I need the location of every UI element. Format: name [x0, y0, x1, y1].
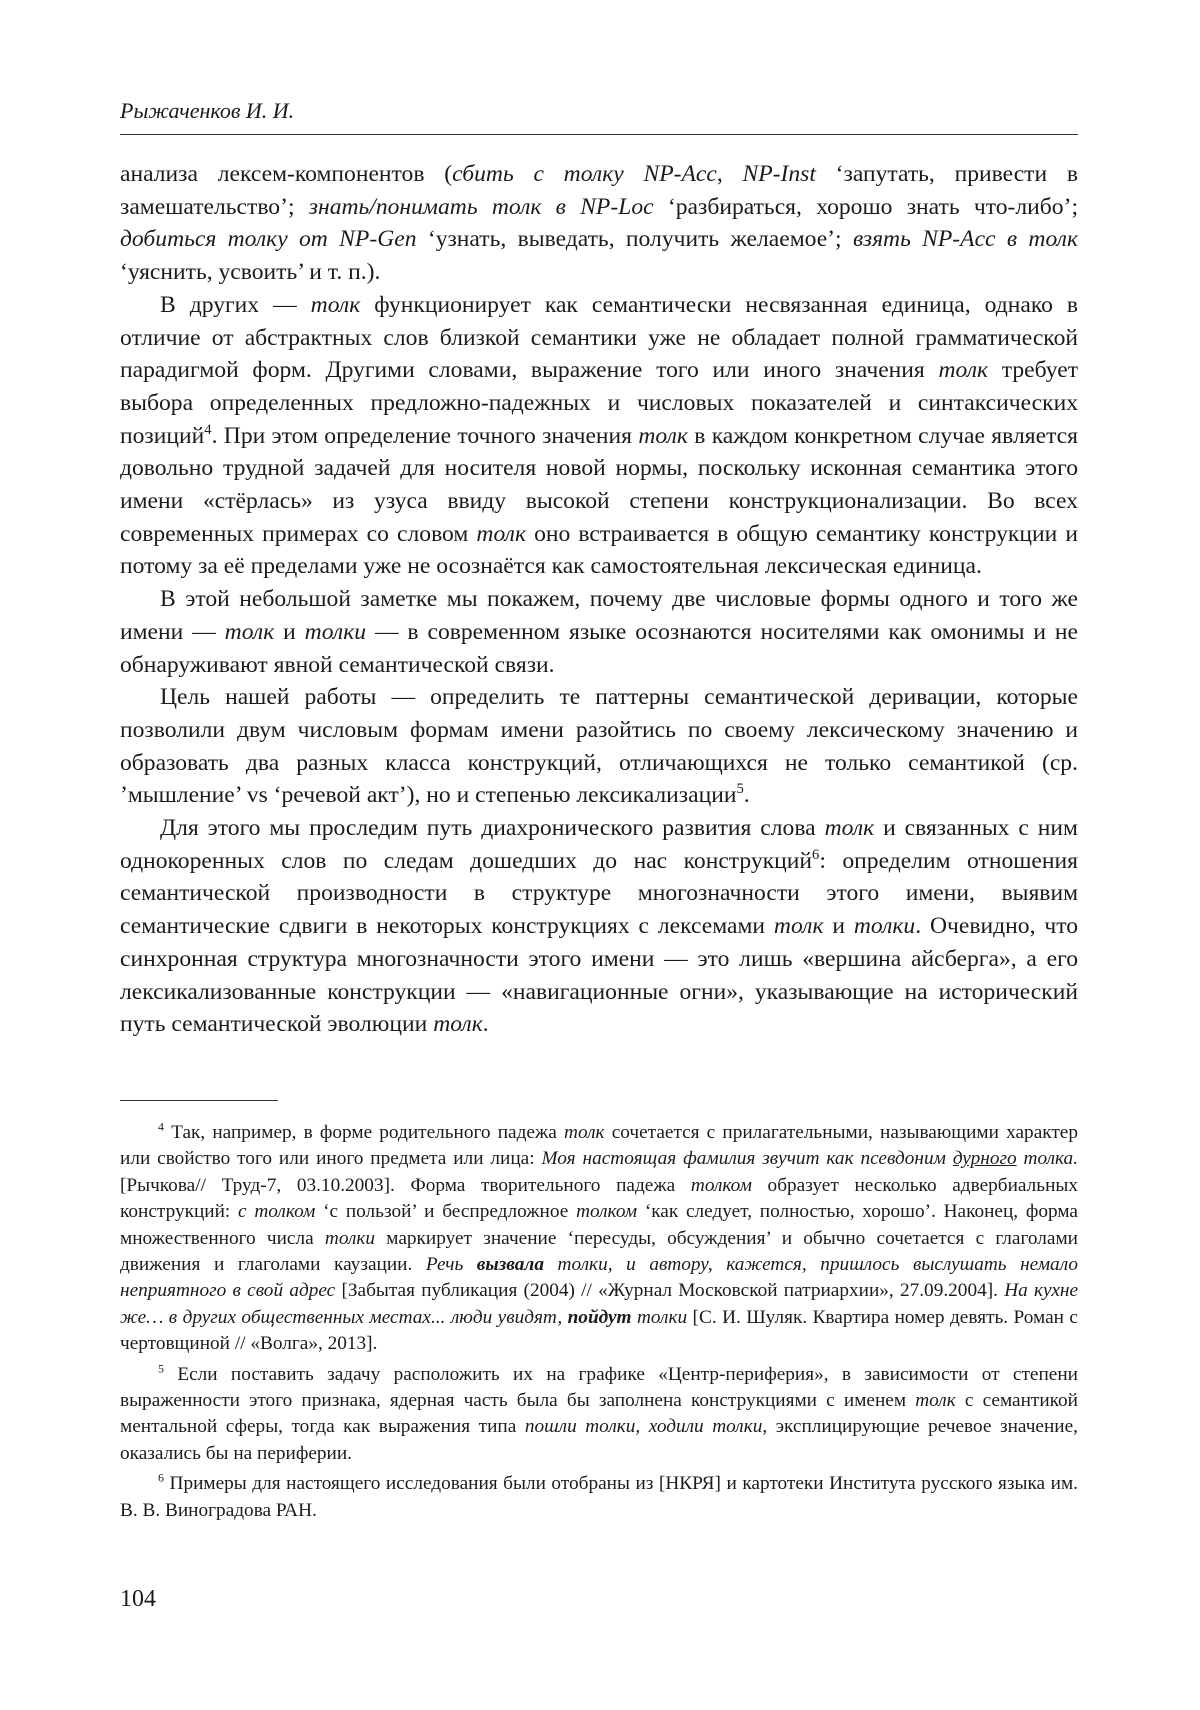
text-run: Речь: [425, 1254, 477, 1276]
text-run: ,: [716, 161, 743, 187]
text-run: , эксплицирующие речевое значение, оказались бы на периферии.: [120, 1416, 1078, 1464]
text-run: [С. И. Шуляк. Квартира номер девять. Роман с чертовщиной // «Волга», 2013].: [120, 1306, 1078, 1355]
text-run: ‘узнать, выведать, получить желаемое’;: [416, 226, 853, 253]
text-run: : определим отношения семантической производности в структуре многозначности этого имени, выявим семантические сдвиги в некоторых конструкциях с лексемами: [120, 847, 1078, 940]
footnotes: [120, 1120, 1078, 1528]
text-run: — в современном языке осознаются носителями как омонимы и не обнаруживают явной семантической связи.: [120, 618, 1078, 678]
text-run: толк: [915, 1390, 956, 1412]
text-run: требует выбора определенных предложно-падежных и числовых показателей и синтаксических позиций: [120, 357, 1079, 449]
text-run: толк: [310, 291, 361, 318]
footnote-rule: [120, 1100, 278, 1101]
text-run: взять NP-Acc в толк: [852, 226, 1078, 253]
text-run: толки, и автору, кажется, пришлось выслушать немало неприятного в свой адрес: [120, 1254, 1078, 1302]
text-run: толком: [690, 1174, 752, 1196]
text-run: Цель нашей работы — определить те паттерны семантической деривации, которые позволили двум числовым формам имени разойтись по своему лексическому значению и образовать два разных класса конструкций, отличающихся не только семантикой (ср. ’мышление’ vs ‘речевой акт’), но и степенью лексикализации: [120, 684, 1078, 809]
text-run: в каждом конкретном случае является довольно трудной задачей для носителя новой нормы, поскольку исконная семантика этого имени «стёрлась» из узуса ввиду высокой степени конструкционализации. Во всех современных примерах со словом: [120, 422, 1078, 547]
text-run: Примеры для настоящего исследования были отобраны из [НКРЯ] и картотеки Института русского языка им. В. В. Виноградова РАН.: [120, 1473, 1078, 1521]
text-run: образует несколько адвербиальных конструкций:: [120, 1174, 1078, 1223]
text-run: толк: [773, 913, 824, 940]
text-run: и связанных с ним однокоренных слов по следам дошедших до нас конструкций: [120, 815, 1078, 874]
text-run: Для этого мы проследим путь диахронического развития слова: [160, 815, 825, 842]
text-run: и: [274, 618, 305, 645]
text-run: ‘запутать, привести в замешательство’;: [120, 161, 1078, 220]
text-run: толком: [576, 1201, 638, 1223]
footnote-marker: 6: [812, 846, 820, 863]
text-run: . При этом определение точного значения: [211, 422, 639, 449]
text-run: пошли толки, ходили толки: [524, 1416, 763, 1438]
text-run: добиться толку от NP-Gen: [120, 226, 417, 253]
page: [120, 0, 1078, 1710]
paragraph-1: [120, 158, 1078, 289]
text-run: толк: [476, 520, 526, 547]
text-run: с семантикой ментальной сферы, тогда как выражения типа: [120, 1390, 1078, 1438]
text-run: . Очевидно, что синхронная структура многозначности этого имени — это лишь «вершина айсберга», а его лексикализованные конструкции — «навигационные огни», указывающие на исторический путь семантической эволюции: [120, 913, 1079, 1038]
page-number: 104: [120, 1586, 156, 1612]
text-run: На кухне же… в других общественных местах... люди увидят,: [120, 1280, 1079, 1328]
text-run: ‘разбираться, хорошо знать что-либо’;: [653, 193, 1079, 220]
text-run: оно встраивается в общую семантику конструкции и потому за её пределами уже не осознаётся как самостоятельная лексическая единица.: [120, 520, 1078, 580]
text-run: ‘с пользой’ и беспредложное: [315, 1201, 577, 1223]
text-run: толк: [938, 357, 989, 384]
paragraph-5: [120, 812, 1078, 1041]
paragraph-2: [120, 289, 1078, 583]
text-run: знать/понимать толк в NP-Loc: [308, 193, 654, 220]
text-run: толк: [433, 1011, 483, 1038]
text-run: В других —: [160, 291, 311, 318]
text-run: сочетается с прилагательными, называющими характер или свойство того или иного предмета или лица:: [120, 1122, 1078, 1170]
text-run: функционирует как семантически несвязанная единица, однако в отличие от абстрактных слов близкой семантики уже не обладает полной грамматической парадигмой форм. Другими словами, выражение того или иного значения: [120, 291, 1078, 384]
main-text: [120, 158, 1078, 1041]
text-run: маркирует значение ‘пересуды, обсуждения’ и обычно сочетается с глаголами движения и глаголами каузации.: [120, 1227, 1079, 1276]
text-run: и: [823, 913, 854, 940]
footnote-marker: 4: [204, 421, 212, 438]
text-run: толк: [564, 1122, 605, 1143]
text-run: толк: [824, 815, 875, 842]
text-run: толк: [638, 422, 688, 449]
text-run: .: [743, 782, 750, 809]
text-run: Если поставить задачу расположить их на графике «Центр-периферия», в зависимости от степени выраженности этого признака, ядерная часть была бы заполнена конструкциями с именем: [120, 1363, 1078, 1412]
text-run: Моя настоящая фамилия звучит как псевдоним: [541, 1148, 953, 1170]
text-run: толки: [631, 1306, 688, 1328]
footnote-4: [120, 1120, 1078, 1358]
text-run: дурного: [952, 1148, 1017, 1170]
footnote-marker: 5: [158, 1361, 164, 1376]
running-header-author: Рыжаченков И. И.: [120, 98, 295, 123]
text-run: толк: [224, 618, 275, 645]
text-run: вызвала: [476, 1254, 544, 1276]
text-run: [Забытая публикация (2004) // «Журнал Московской патриархии», 27.09.2004].: [335, 1280, 1005, 1302]
footnote-marker: 6: [158, 1470, 164, 1485]
text-run: ‘как следует, полностью, хорошо’. Наконец, форма множественного числа: [120, 1201, 1078, 1249]
text-run: толки: [324, 1227, 376, 1249]
text-run: толки: [853, 913, 916, 940]
text-run: толка.: [1016, 1148, 1079, 1170]
text-run: с толком: [238, 1201, 316, 1223]
footnote-marker: 5: [736, 781, 744, 798]
text-run: пойдут: [567, 1306, 632, 1328]
footnote-marker: 4: [158, 1119, 164, 1134]
text-run: В этой небольшой заметке мы покажем, почему две числовые формы одного и того же имени —: [120, 586, 1078, 645]
paragraph-4: [120, 681, 1078, 812]
footnote-6: [120, 1471, 1078, 1524]
header-rule: [120, 134, 1078, 135]
footnote-5: [120, 1362, 1078, 1468]
text-run: ‘уяснить, усвоить’ и т. п.).: [120, 259, 381, 286]
paragraph-3: [120, 583, 1078, 681]
text-run: толки: [304, 618, 367, 645]
text-run: Так, например, в форме родительного падежа: [163, 1122, 565, 1143]
text-run: NP-Inst: [742, 161, 816, 187]
text-run: анализа лексем-компонентов (: [120, 161, 453, 187]
text-run: [Рычкова// Труд-7, 03.10.2003]. Форма творительного падежа: [120, 1174, 691, 1196]
text-run: сбить с толку NP-Acc: [452, 161, 717, 187]
text-run: .: [482, 1011, 489, 1038]
